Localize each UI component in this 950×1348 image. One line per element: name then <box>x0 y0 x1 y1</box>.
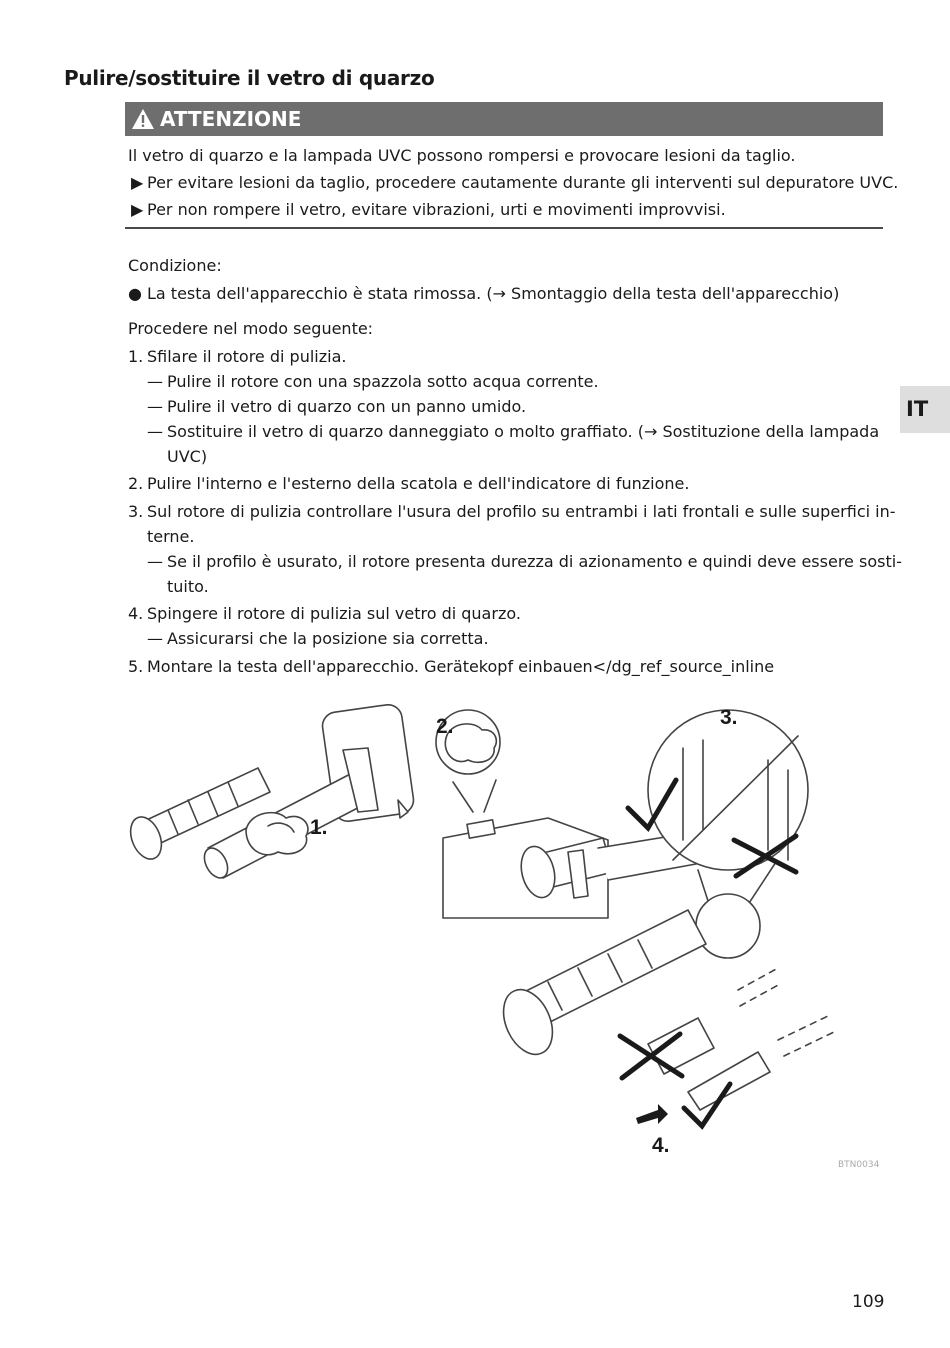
condition-label: Condizione: <box>128 256 222 275</box>
step-number: 2. <box>128 474 144 493</box>
figure-code: BTN0034 <box>838 1160 880 1170</box>
dash-icon: — <box>147 422 163 441</box>
warning-intro: Il vetro di quarzo e la lampada UVC possono rompersi e provocare lesioni da taglio. <box>128 146 796 165</box>
page-number: 109 <box>852 1292 885 1312</box>
step-text: terne. <box>147 527 195 546</box>
step-number: 4. <box>128 604 144 623</box>
step-number: 3. <box>128 502 144 521</box>
substep-text: tuito. <box>167 577 209 596</box>
dash-icon: — <box>147 629 163 648</box>
substep-text: Sostituire il vetro di quarzo danneggiato o molto graffiato. (→ Sostituzione della lampada <box>167 422 880 441</box>
step-text: Montare la testa dell'apparecchio. Gerätekopf einbauen</dg_ref_source_inline <box>147 657 775 676</box>
substep-text: Pulire il rotore con una spazzola sotto acqua corrente. <box>167 372 599 391</box>
warning-triangle-icon <box>131 108 155 130</box>
substep-text: Pulire il vetro di quarzo con un panno umido. <box>167 397 527 416</box>
step-text: Pulire l'interno e l'esterno della scatola e dell'indicatore di funzione. <box>147 474 690 493</box>
arrow-bullet-icon: ▶ <box>131 173 144 192</box>
step-text: Spingere il rotore di pulizia sul vetro di quarzo. <box>147 604 521 623</box>
substep-text: UVC) <box>167 447 208 466</box>
warning-label: ATTENZIONE <box>160 107 302 131</box>
dash-icon: — <box>147 372 163 391</box>
dash-icon: — <box>147 552 163 571</box>
rotor-assembly-illustration <box>494 910 834 1110</box>
warning-item: Per evitare lesioni da taglio, procedere cautamente durante gli interventi sul depuratore UVC. <box>147 173 899 192</box>
page-title: Pulire/sostituire il vetro di quarzo <box>64 66 435 90</box>
step-number: 5. <box>128 657 144 676</box>
language-tab <box>900 386 950 433</box>
cloth-hand-icon <box>246 813 308 855</box>
step-label-1: 1. <box>310 816 328 839</box>
illustration <box>128 700 888 1160</box>
step-label-3: 3. <box>720 706 738 729</box>
language-tab-label: IT <box>906 397 929 421</box>
substep-text: Assicurarsi che la posizione sia corretta. <box>167 629 489 648</box>
condition-item: La testa dell'apparecchio è stata rimossa. (→ Smontaggio della testa dell'apparecchio) <box>147 284 840 303</box>
warning-item: Per non rompere il vetro, evitare vibrazioni, urti e movimenti improvvisi. <box>147 200 726 219</box>
step-number: 1. <box>128 347 144 366</box>
push-arrow-icon <box>636 1104 668 1124</box>
arrow-bullet-icon: ▶ <box>131 200 144 219</box>
step-text: Sul rotore di pulizia controllare l'usura del profilo su entrambi i lati frontali e sulle superfici in- <box>147 502 896 521</box>
bullet-icon: ● <box>128 284 142 303</box>
step-label-2: 2. <box>436 715 454 738</box>
warning-header <box>125 102 883 136</box>
substep-text: Se il profilo è usurato, il rotore presenta durezza di azionamento e quindi deve essere sosti- <box>167 552 902 571</box>
dash-icon: — <box>147 397 163 416</box>
procedure-label: Procedere nel modo seguente: <box>128 319 374 338</box>
step-text: Sfilare il rotore di pulizia. <box>147 347 347 366</box>
step-label-4: 4. <box>652 1134 670 1157</box>
warning-divider <box>125 227 883 229</box>
